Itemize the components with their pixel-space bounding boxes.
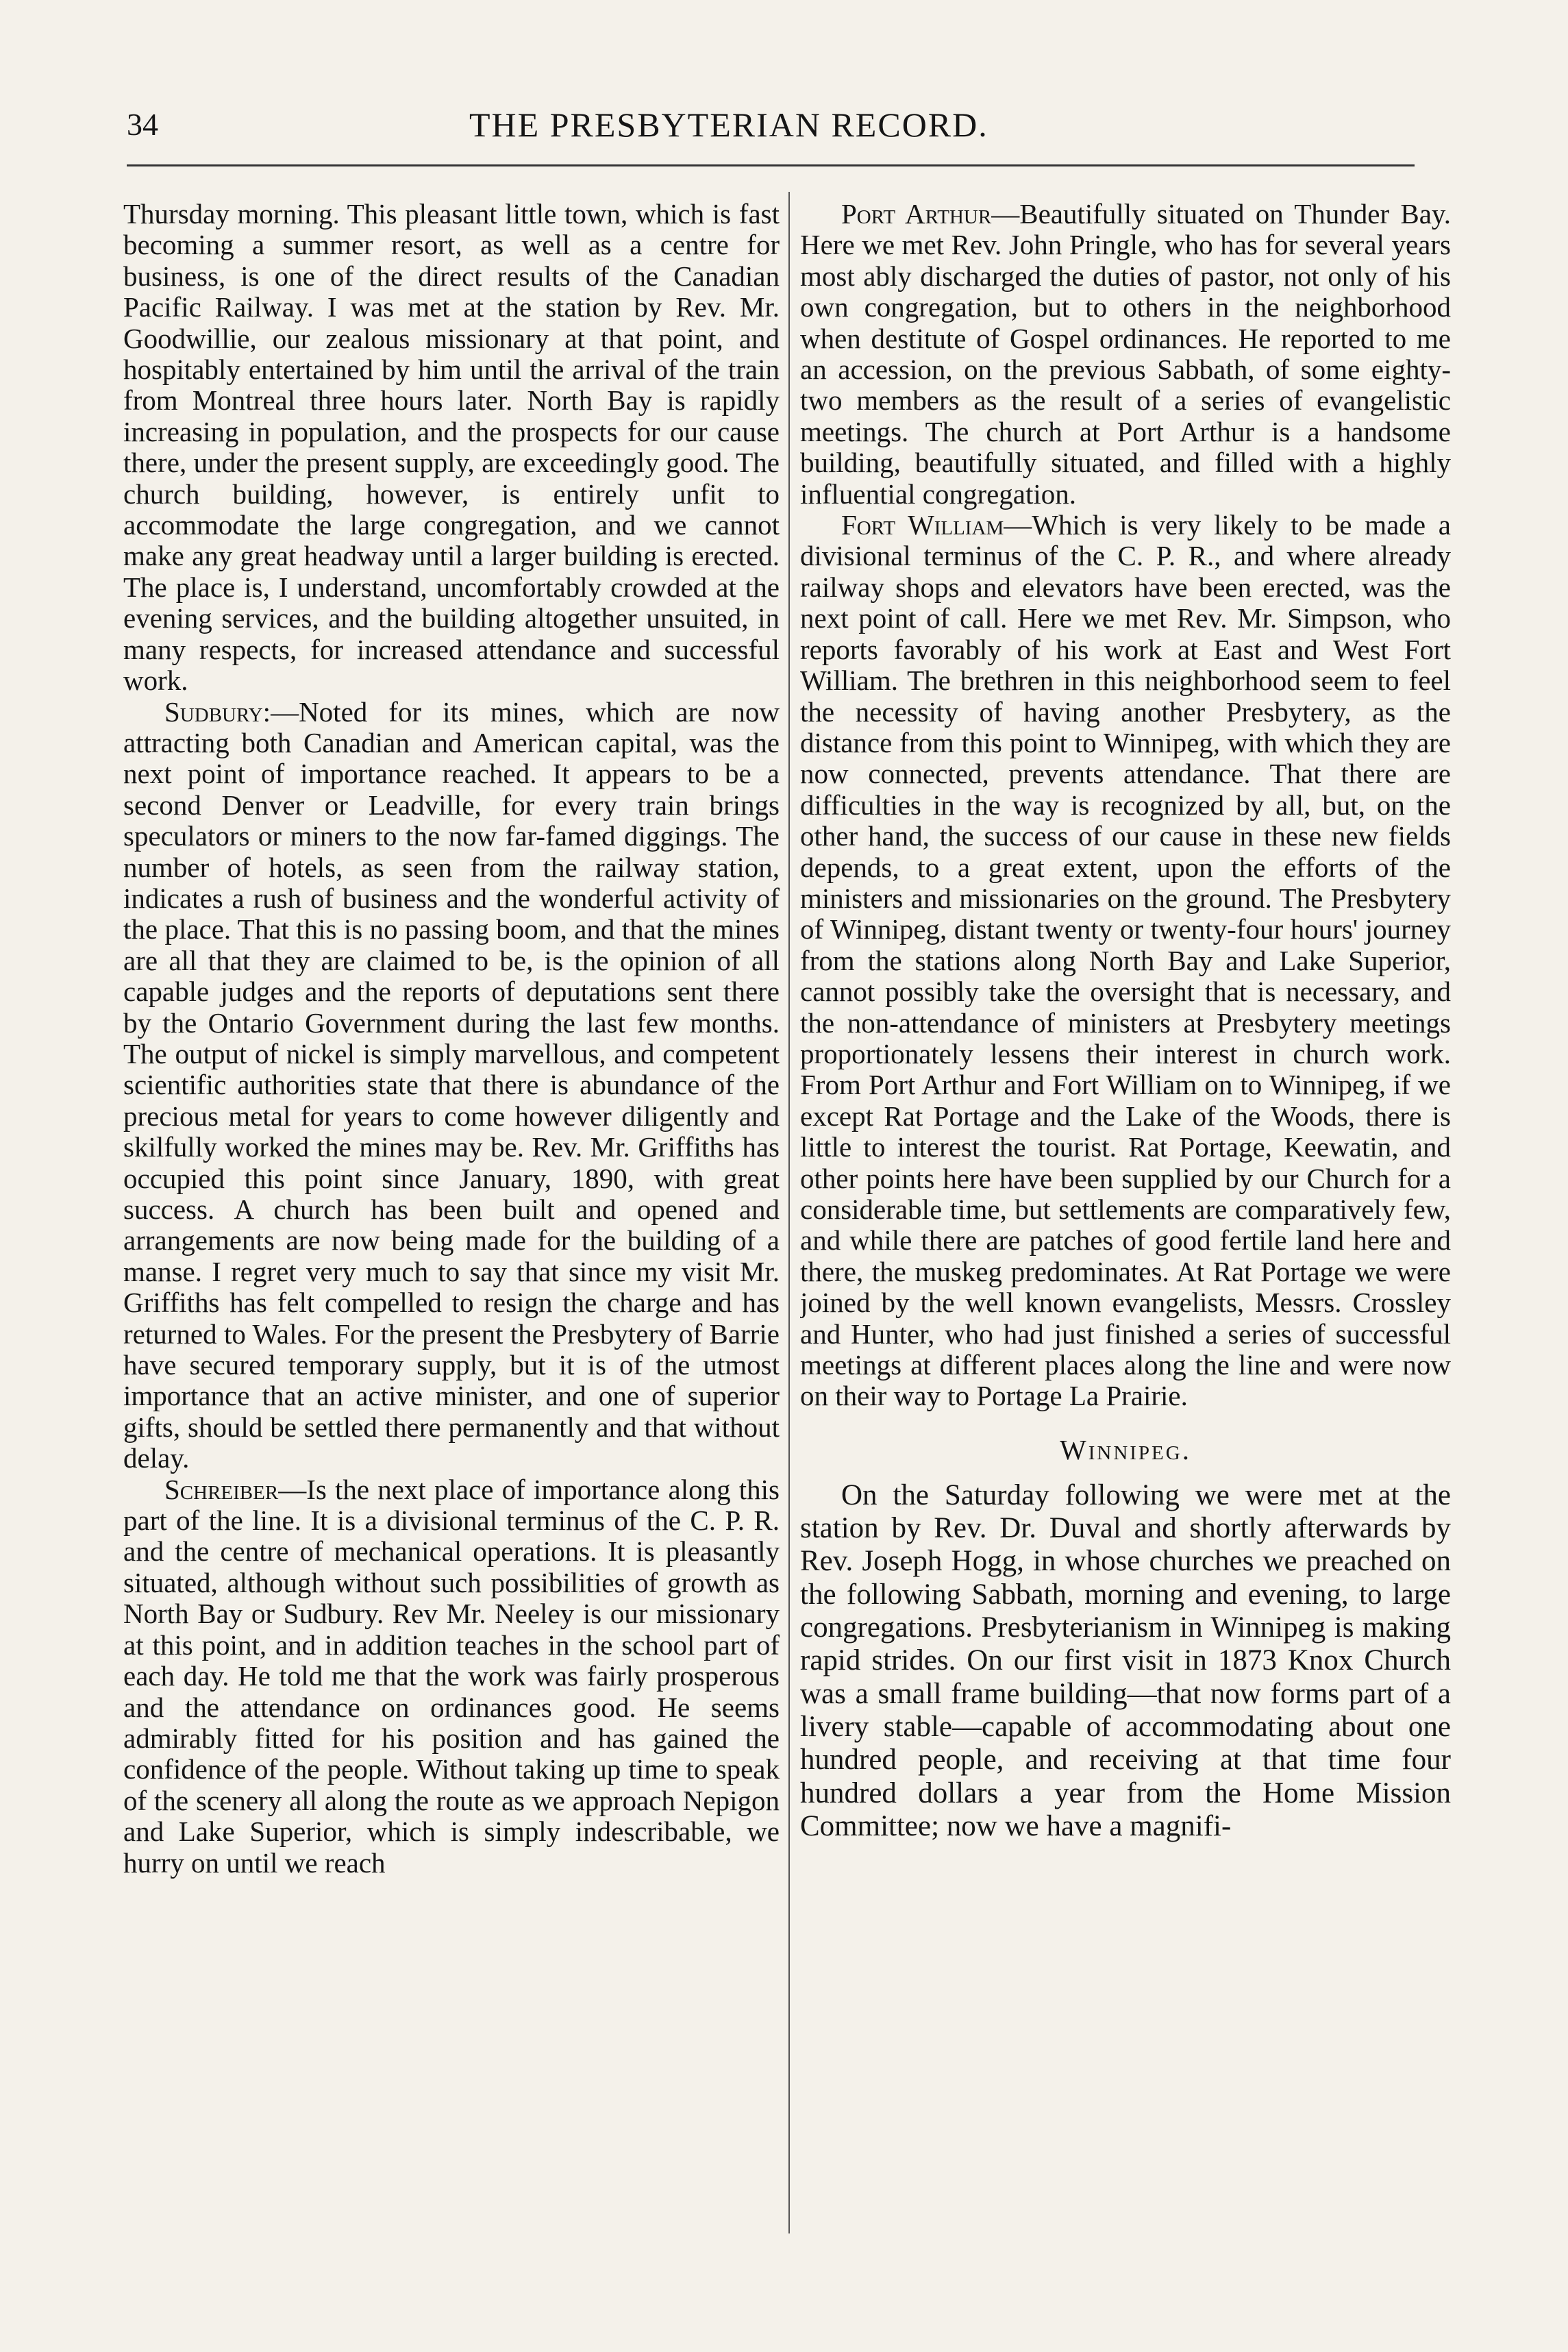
paragraph-port-arthur — [800, 199, 1451, 510]
place-name-port-arthur: Port Arthur — [841, 199, 992, 230]
paragraph-winnipeg: On the Saturday following we were met at the station by Rev. Dr. Duval and shortly afterwards by Rev. Joseph Hogg, in whose churches we preached on the following Sabbath, morning and evening, to large congregations. Presbyterianism in Winnipeg is making rapid strides. On our first visit in 1873 Knox Church was a small frame building—that now forms part of a livery stable—capable of accommodating about one hundred people, and receiving at that time four hundred dollars a year from the Home Mission Committee; now we have a magnifi- — [800, 1478, 1451, 1842]
paragraph-sudbury-text: :—Noted for its mines, which are now attracting both Canadian and American capital, was the next point of importance reached. It appears to be a second Denver or Leadville, for every train brings speculators or miners to the now far-famed diggings. The number of hotels, as seen from the railway station, indicates a rush of business and the wonderful activity of the place. That this is no passing boom, and that the mines are all that they are claimed to be, is the opinion of all capable judges and the reports of deputations sent there by the Ontario Government during the last few months. The output of nickel is simply marvellous, and competent scientific authorities state that there is abundance of the precious metal for years to come however diligently and skilfully worked the mines may be. Rev. Mr. Griffiths has occupied this point since January, 1890, with great success. A church has been built and opened and arrangements are now being made for the building of a manse. I regret very much to say that since my visit Mr. Griffiths has felt compelled to resign the charge and has returned to Wales. For the present the Presbytery of Barrie have secured temporary supply, but it is of the utmost importance that an active minister, and one of superior gifts, should be settled there permanently and that without delay. — [123, 695, 780, 1474]
paragraph-fort-william-text: —Which is very likely to be made a divisional terminus of the C. P. R., and where already railway shops and elevators have been erected, was the next point of call. Here we met Rev. Mr. Simpson, who reports favorably of his work at East and West Fort William. The brethren in this neighborhood seem to feel the necessity of having another Presbytery, as the distance from this point to Winnipeg, with which they are now connected, prevents attendance. That there are difficulties in the way is recognized by all, but, on the other hand, the success of our cause in these new fields depends, to a great extent, upon the efforts of the ministers and missionaries on the ground. The Presbytery of Winnipeg, distant twenty or twenty-four hours' journey from the stations along North Bay and Lake Superior, cannot possibly take the oversight that is necessary, and the non-attendance of ministers at Presbytery meetings proportionately lessens their interest in church work. From Port Arthur and Fort William on to Winnipeg, if we except Rat Portage and the Lake of the Woods, there is little to interest the tourist. Rat Portage, Keewatin, and other points here have been supplied by our Church for a considerable time, but settlements are comparatively few, and while there are patches of good fertile land here and there, the muskeg predominates. At Rat Portage we were joined by the well known evangelists, Messrs. Crossley and Hunter, who had just finished a series of successful meetings at different places along the line and were now on their way to Portage La Prairie. — [800, 509, 1451, 1412]
paragraph-schreiber-text: —Is the next place of importance along this part of the line. It is a divisional terminus of the C. P. R. and the centre of mechanical operations. It is pleasantly situated, although without such possibilities of growth as North Bay or Sudbury. Rev Mr. Neeley is our missionary at this point, and in addition teaches in the school part of each day. He told me that the work was fairly prosperous and the attendance on ordinances good. He seems admirably fitted for his position and has gained the confidence of the people. Without taking up time to speak of the scenery all along the route as we approach Nepigon and Lake Superior, which is simply indescribable, we hurry on until we reach — [123, 1473, 780, 1879]
paragraph-north-bay: Thursday morning. This pleasant little town, which is fast becoming a summer resort, as well as a centre for business, is one of the direct results of the Canadian Pacific Railway. I was met at the station by Rev. Mr. Goodwillie, our zealous missionary at that point, and hospitably entertained by him until the arrival of the train from Montreal three hours later. North Bay is rapidly increasing in population, and the prospects for our cause there, under the present supply, are exceedingly good. The church building, however, is entirely unfit to accommodate the large congregation, and we cannot make any great headway until a larger building is erected. The place is, I understand, uncomfortably crowded at the evening services, and the building altogether unsuited, in many respects, for increased attendance and successful work. — [123, 199, 780, 697]
page-header — [127, 104, 1428, 152]
header-rule — [127, 164, 1415, 166]
journal-title: THE PRESBYTERIAN RECORD. — [469, 106, 988, 144]
left-column — [123, 199, 780, 2227]
paragraph-fort-william — [800, 510, 1451, 1412]
place-name-sudbury: Sudbury — [164, 695, 263, 728]
place-name-fort-william: Fort William — [841, 509, 1004, 541]
right-column — [800, 199, 1451, 2227]
section-heading-winnipeg: Winnipeg. — [1060, 1433, 1191, 1465]
winnipeg-section — [800, 1479, 1451, 1843]
place-name-schreiber: Schreiber — [164, 1473, 279, 1505]
paragraph-schreiber — [123, 1474, 780, 1879]
column-divider — [788, 192, 790, 2233]
paragraph-sudbury — [123, 697, 780, 1474]
paragraph-port-arthur-text: —Beautifully situated on Thunder Bay. Here we met Rev. John Pringle, who has for several years most ably discharged the duties of pastor, not only of his own congregation, but to others in the neighborhood when destitute of Gospel ordinances. He reported to me an accession, on the previous Sabbath, of some eighty-two members as the result of a series of evangelistic meetings. The church at Port Arthur is a handsome building, beautifully situated, and filled with a highly influential congregation. — [800, 199, 1451, 510]
page-number: 34 — [127, 107, 158, 142]
